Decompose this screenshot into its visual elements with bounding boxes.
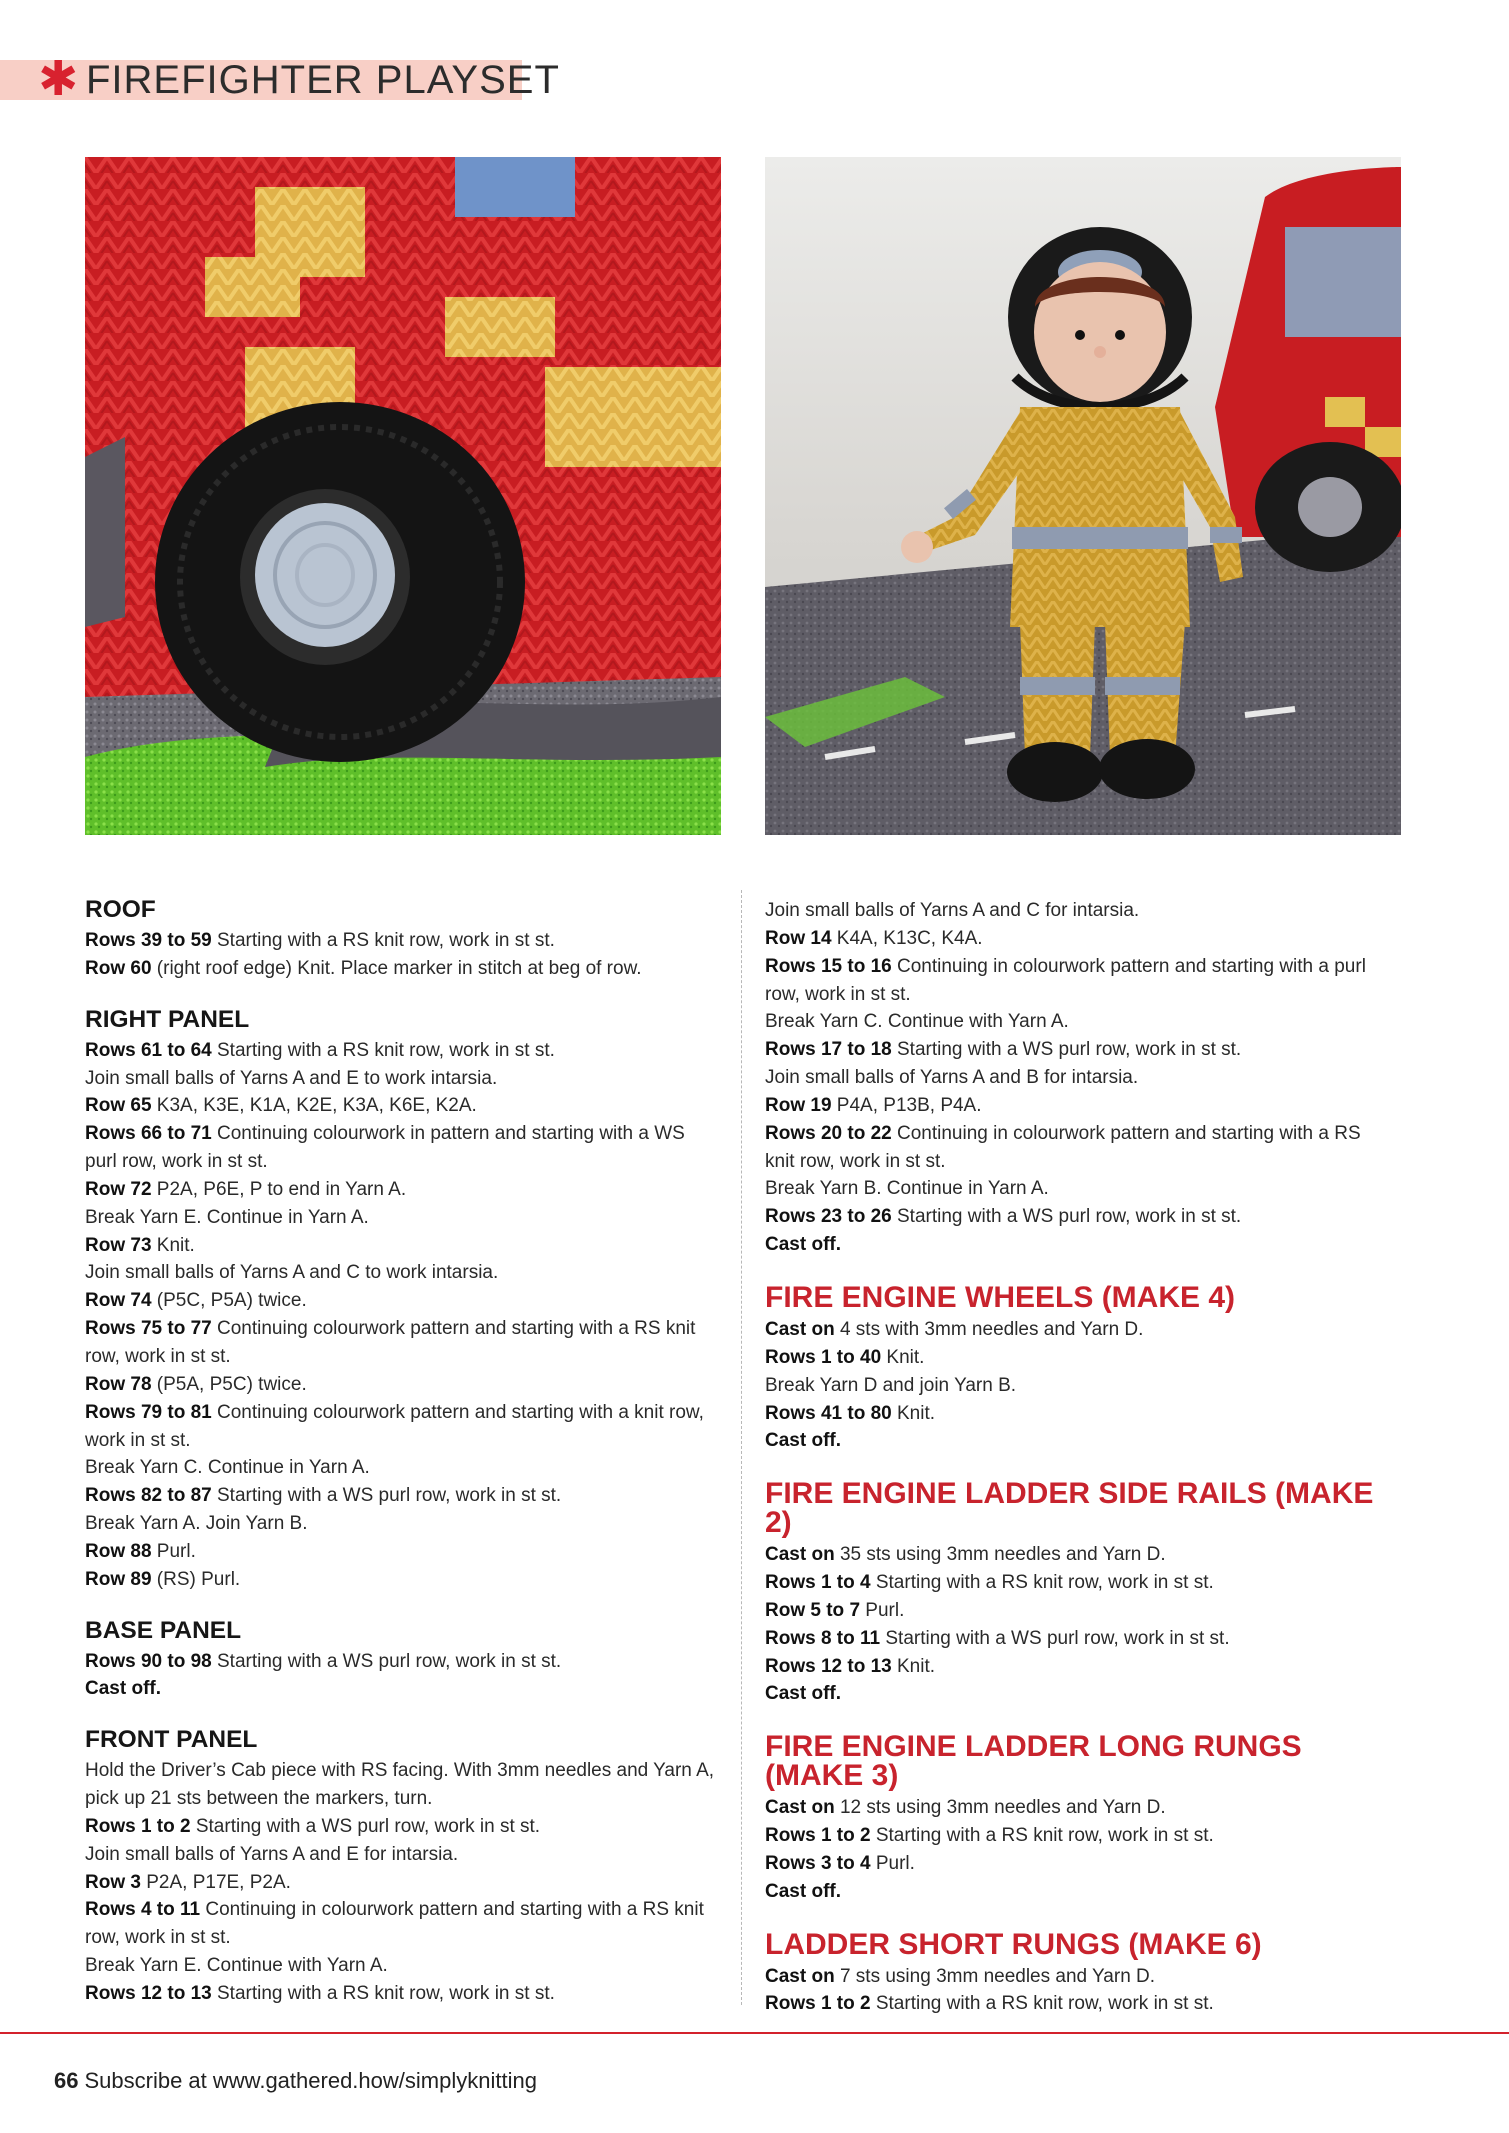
row-label: Row 72 [85,1178,152,1200]
row-text: Knit. [151,1234,195,1256]
instruction-line [85,955,715,983]
row-text: Continuing in colourwork pattern and starting with a RS knit row, work in st st. [85,1899,704,1949]
row-label: Cast off. [765,1683,841,1705]
section-heading-right-panel: RIGHT PANEL [85,1005,250,1033]
row-label: Row 3 [85,1871,141,1893]
row-text: Purl. [870,1852,915,1874]
instruction-line [765,897,1395,925]
instruction-line [765,1653,1395,1681]
instruction-line [85,1037,715,1065]
instruction-line [765,1794,1395,1822]
subscribe-link[interactable]: Subscribe at www.gathered.how/simplyknitting [84,2068,537,2093]
row-label: Rows 75 to 77 [85,1318,212,1340]
row-label: Rows 4 to 11 [85,1899,201,1921]
instruction-line [765,1064,1395,1092]
row-text: 12 sts using 3mm needles and Yarn D. [834,1797,1166,1819]
row-label: Rows 41 to 80 [765,1402,892,1424]
instruction-line [765,1680,1395,1708]
row-text: P2A, P17E, P2A. [140,1871,291,1893]
fire-engine-wheel-photo [85,157,721,835]
row-label: Rows 12 to 13 [85,1983,212,2004]
section-heading-short-rungs: LADDER SHORT RUNGS (MAKE 6) [765,1927,1262,1961]
instruction-line [765,1175,1395,1203]
instruction-line [765,1231,1395,1259]
row-text: 4 sts with 3mm needles and Yarn D. [834,1318,1144,1340]
section-heading-side-rails: FIRE ENGINE LADDER SIDE RAILS (MAKE 2) [765,1477,1374,1540]
instruction-line [765,1344,1395,1372]
instruction-line [85,1841,715,1869]
instruction-line [765,1597,1395,1625]
row-label: Row 60 [85,957,152,979]
row-text: K4A, K13C, K4A. [831,927,983,949]
instruction-line [85,1538,715,1566]
wheels-instructions [765,1316,1395,1455]
instruction-line [85,1896,715,1952]
row-label: Rows 8 to 11 [765,1627,881,1649]
header-banner [0,51,560,107]
row-label: Rows 1 to 40 [765,1346,882,1368]
row-text: 7 sts using 3mm needles and Yarn D. [834,1965,1156,1987]
footer-rule [0,2032,1509,2034]
instruction-line [85,1482,715,1510]
instruction-line [765,953,1395,1009]
instruction-line [85,1120,715,1176]
instruction-line [85,1287,715,1315]
instruction-line [85,1454,715,1482]
row-label: Rows 3 to 4 [765,1852,871,1874]
row-label: Rows 17 to 18 [765,1039,892,1061]
row-text: Purl. [860,1599,905,1621]
row-label: Row 78 [85,1373,152,1395]
row-label: Rows 1 to 4 [765,1572,871,1594]
instruction-line [85,1813,715,1841]
instruction-line [85,1566,715,1594]
instruction-line [765,1036,1395,1064]
instruction-line [765,1990,1395,2018]
instruction-line [765,1625,1395,1653]
row-text: (RS) Purl. [151,1568,241,1590]
section-heading-long-rungs: FIRE ENGINE LADDER LONG RUNGS (MAKE 3) [765,1730,1302,1793]
row-text: Continuing colourwork pattern and starting with a knit row, work in st st. [85,1401,704,1451]
row-label: Rows 79 to 81 [85,1401,212,1423]
row-label: Row 89 [85,1568,152,1590]
instruction-line [85,1315,715,1371]
row-text: Break Yarn E. Continue with Yarn A. [85,1955,388,1977]
instruction-line [765,1008,1395,1036]
row-text: Join small balls of Yarns A and E for intarsia. [85,1843,459,1865]
row-text: Continuing in colourwork pattern and starting with a RS knit row, work in st st. [765,1122,1361,1172]
instruction-line [765,1822,1395,1850]
instruction-line [765,1963,1395,1991]
side-rails-instructions [765,1541,1395,1708]
short-rungs-instructions [765,1963,1395,2019]
row-label: Rows 66 to 71 [85,1123,212,1145]
instruction-line [85,1065,715,1093]
instruction-line [765,1316,1395,1344]
row-label: Rows 82 to 87 [85,1485,212,1507]
row-text: Continuing in colourwork pattern and starting with a purl row, work in st st. [765,955,1366,1005]
row-text: Starting with a RS knit row, work in st st. [870,1993,1214,2015]
row-label: Cast off. [765,1234,841,1256]
row-label: Row 88 [85,1540,152,1562]
row-label: Rows 1 to 2 [85,1815,191,1837]
row-label: Cast off. [765,1430,841,1452]
row-text: Continuing colourwork in pattern and starting with a WS purl row, work in st st. [85,1123,685,1173]
instruction-line [85,927,715,955]
front-panel-continued-instructions [765,897,1395,1259]
row-text: Break Yarn D and join Yarn B. [765,1374,1017,1396]
asterisk-icon: ✱ [38,51,79,107]
row-text: Break Yarn C. Continue with Yarn A. [765,1011,1069,1033]
right-panel-instructions [85,1037,715,1594]
instruction-line [85,1757,715,1813]
row-text: K3A, K3E, K1A, K2E, K3A, K6E, K2A. [151,1095,477,1117]
instruction-line [765,925,1395,953]
instruction-line [765,1203,1395,1231]
roof-instructions [85,927,715,983]
row-label: Cast off. [765,1880,841,1902]
row-label: Row 19 [765,1094,832,1116]
left-column [85,895,715,2008]
row-text: Starting with a RS knit row, work in st st. [211,1039,555,1061]
row-text: (right roof edge) Knit. Place marker in stitch at beg of row. [151,957,642,979]
instruction-line [85,1510,715,1538]
row-text: Starting with a WS purl row, work in st st. [891,1039,1242,1061]
row-label: Rows 23 to 26 [765,1206,892,1228]
row-text: Starting with a WS purl row, work in st st. [891,1206,1242,1228]
row-text: Break Yarn E. Continue in Yarn A. [85,1206,369,1228]
row-label: Cast on [765,1544,835,1566]
row-label: Rows 39 to 59 [85,930,212,951]
page-title: FIREFIGHTER PLAYSET [86,58,560,102]
row-label: Rows 15 to 16 [765,955,892,977]
instruction-line [85,1176,715,1204]
row-text: Starting with a RS knit row, work in st st. [211,930,555,951]
row-label: Cast on [765,1797,835,1819]
instruction-line [765,1850,1395,1878]
instruction-line [85,1092,715,1120]
instruction-line [765,1878,1395,1906]
instruction-line [765,1092,1395,1120]
row-text: Starting with a RS knit row, work in st st. [211,1983,555,2004]
instruction-line [765,1120,1395,1176]
row-label: Row 5 to 7 [765,1599,861,1621]
instruction-line [85,1980,715,2008]
row-text: P2A, P6E, P to end in Yarn A. [151,1178,407,1200]
front-panel-instructions [85,1757,715,2008]
long-rungs-instructions [765,1794,1395,1905]
row-label: Row 14 [765,927,832,949]
section-heading-wheels: FIRE ENGINE WHEELS (MAKE 4) [765,1280,1236,1314]
row-label: Rows 1 to 2 [765,1993,871,2015]
instruction-line [85,1399,715,1455]
row-label: Rows 61 to 64 [85,1039,212,1061]
instruction-line [85,1232,715,1260]
row-label: Row 65 [85,1095,152,1117]
row-text: Starting with a WS purl row, work in st st. [880,1627,1230,1649]
footer [54,2068,537,2094]
row-text: Knit. [891,1402,936,1424]
row-text: Knit. [881,1346,925,1368]
instruction-line [85,1371,715,1399]
row-text: Join small balls of Yarns A and C for intarsia. [765,900,1140,921]
row-label: Cast on [765,1318,835,1340]
page-number: 66 [54,2068,79,2093]
firefighter-doll-photo [765,157,1401,835]
right-column [765,897,1395,2018]
row-text: Break Yarn A. Join Yarn B. [85,1513,308,1535]
row-text: 35 sts using 3mm needles and Yarn D. [834,1544,1166,1566]
row-text: Starting with a RS knit row, work in st st. [870,1572,1214,1594]
instruction-line [85,1952,715,1980]
row-label: Rows 20 to 22 [765,1122,892,1144]
row-text: (P5C, P5A) twice. [151,1290,307,1312]
row-text: Starting with a RS knit row, work in st st. [870,1825,1214,1847]
instruction-line [85,1675,715,1703]
row-text: Join small balls of Yarns A and B for intarsia. [765,1067,1139,1089]
instruction-line [765,1569,1395,1597]
row-text: Hold the Driver’s Cab piece with RS facing. With 3mm needles and Yarn A, pick up 21 sts between the markers, turn. [85,1760,715,1810]
row-text: Starting with a WS purl row, work in st st. [190,1815,541,1837]
instruction-line [765,1372,1395,1400]
instruction-line [765,1400,1395,1428]
base-panel-instructions [85,1648,715,1704]
row-text: Starting with a WS purl row, work in st st. [211,1485,562,1507]
row-text: P4A, P13B, P4A. [831,1094,982,1116]
row-text: Break Yarn C. Continue in Yarn A. [85,1457,370,1479]
instruction-line [765,1427,1395,1455]
row-text: Continuing colourwork pattern and starting with a RS knit row, work in st st. [85,1318,696,1367]
row-text: Break Yarn B. Continue in Yarn A. [765,1178,1049,1200]
row-text: Purl. [151,1540,196,1562]
row-text: Knit. [891,1655,936,1677]
row-label: Row 73 [85,1234,152,1256]
row-label: Cast off. [85,1678,161,1700]
instruction-line [85,1869,715,1897]
row-text: Join small balls of Yarns A and C to work intarsia. [85,1262,499,1284]
instruction-line [765,1541,1395,1569]
section-heading-base-panel: BASE PANEL [85,1616,242,1644]
instruction-line [85,1204,715,1232]
row-label: Rows 12 to 13 [765,1655,892,1677]
row-text: (P5A, P5C) twice. [151,1373,307,1395]
row-label: Cast on [765,1965,835,1987]
section-heading-roof: ROOF [85,896,156,923]
column-divider [741,890,742,2005]
section-heading-front-panel: FRONT PANEL [85,1726,258,1754]
row-text: Join small balls of Yarns A and E to work intarsia. [85,1067,498,1089]
instruction-line [85,1648,715,1676]
row-label: Rows 1 to 2 [765,1825,871,1847]
instruction-line [85,1259,715,1287]
row-text: Starting with a WS purl row, work in st st. [211,1650,562,1672]
row-label: Rows 90 to 98 [85,1650,212,1672]
row-label: Row 74 [85,1290,152,1312]
